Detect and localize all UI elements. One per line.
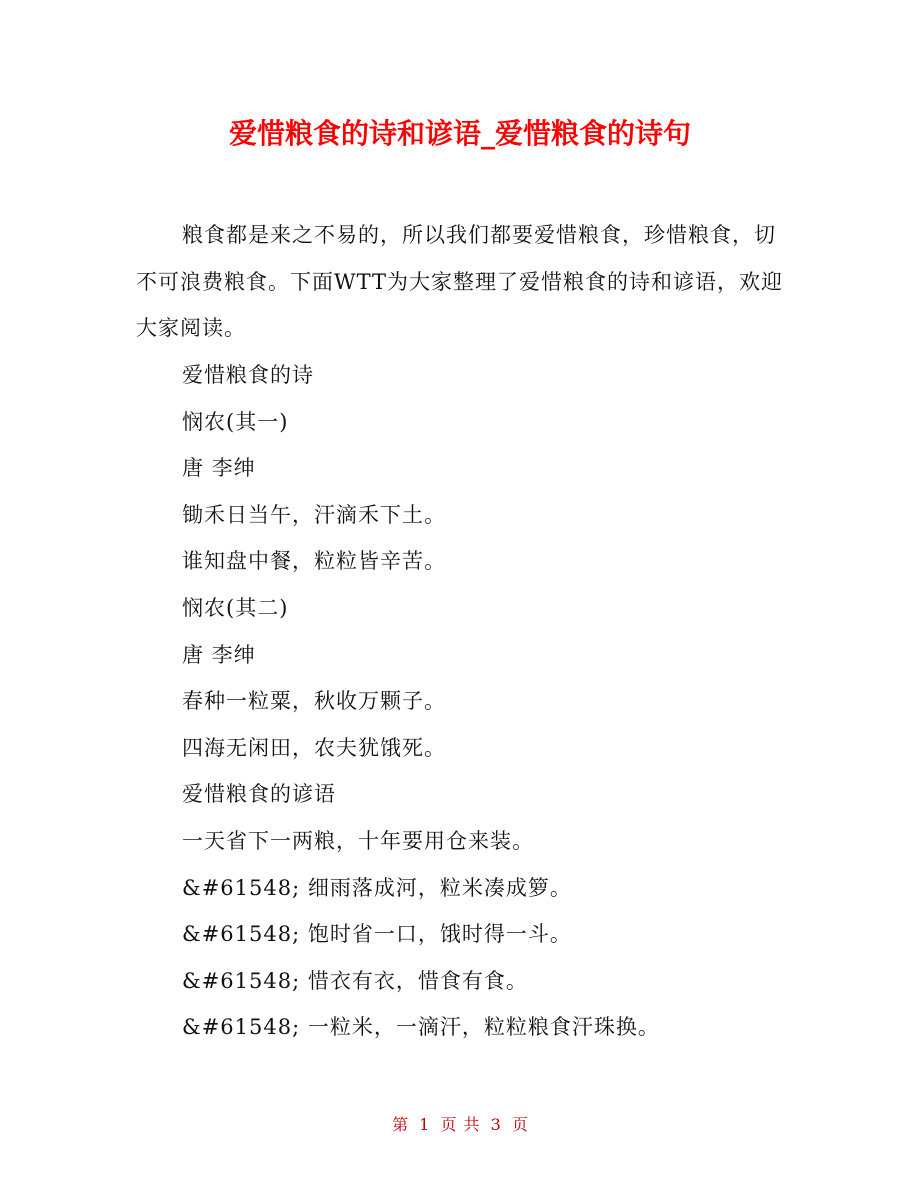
- footer-page-number: 1: [419, 1115, 430, 1134]
- poem-line: 春种一粒粟，秋收万颗子。: [182, 689, 446, 714]
- document-title: 爱惜粮食的诗和谚语_爱惜粮食的诗句: [228, 117, 691, 150]
- footer-label-end: 页: [511, 1115, 528, 1134]
- section-heading-proverbs: 爱惜粮食的谚语: [182, 782, 336, 807]
- poem-line: 四海无闲田，农夫犹饿死。: [182, 735, 446, 760]
- proverb-line: &#61548; 饱时省一口，饿时得一斗。: [182, 922, 572, 947]
- page-footer: [0, 1113, 920, 1137]
- proverb-line: &#61548; 惜衣有衣，惜食有食。: [182, 968, 528, 993]
- proverb-line: 一天省下一两粮，十年要用仓来装。: [182, 828, 534, 853]
- poem-title: 悯农(其二): [182, 595, 289, 620]
- proverb-line: &#61548; 一粒米，一滴汗，粒粒粮食汗珠换。: [182, 1015, 660, 1040]
- poem-title: 悯农(其一): [182, 409, 289, 434]
- intro-paragraph: 粮食都是来之不易的，所以我们都要爱惜粮食，珍惜粮食，切不可浪费粮食。下面WTT为大家整理了爱惜粮食的诗和谚语，欢迎大家阅读。: [136, 223, 783, 340]
- section-heading-poems: 爱惜粮食的诗: [182, 363, 314, 387]
- poem-author: 唐 李绅: [182, 642, 256, 667]
- content-lines: [182, 352, 782, 1051]
- proverb-line: &#61548; 细雨落成河，粒米凑成箩。: [182, 875, 572, 900]
- footer-label-page: 第: [392, 1115, 409, 1134]
- footer-label-of-pages: 页 共: [440, 1115, 480, 1134]
- poem-line: 锄禾日当午，汗滴禾下土。: [182, 502, 446, 527]
- poem-line: 谁知盘中餐，粒粒皆辛苦。: [182, 549, 446, 574]
- footer-total-pages: 3: [490, 1115, 501, 1134]
- poem-author: 唐 李绅: [182, 456, 256, 481]
